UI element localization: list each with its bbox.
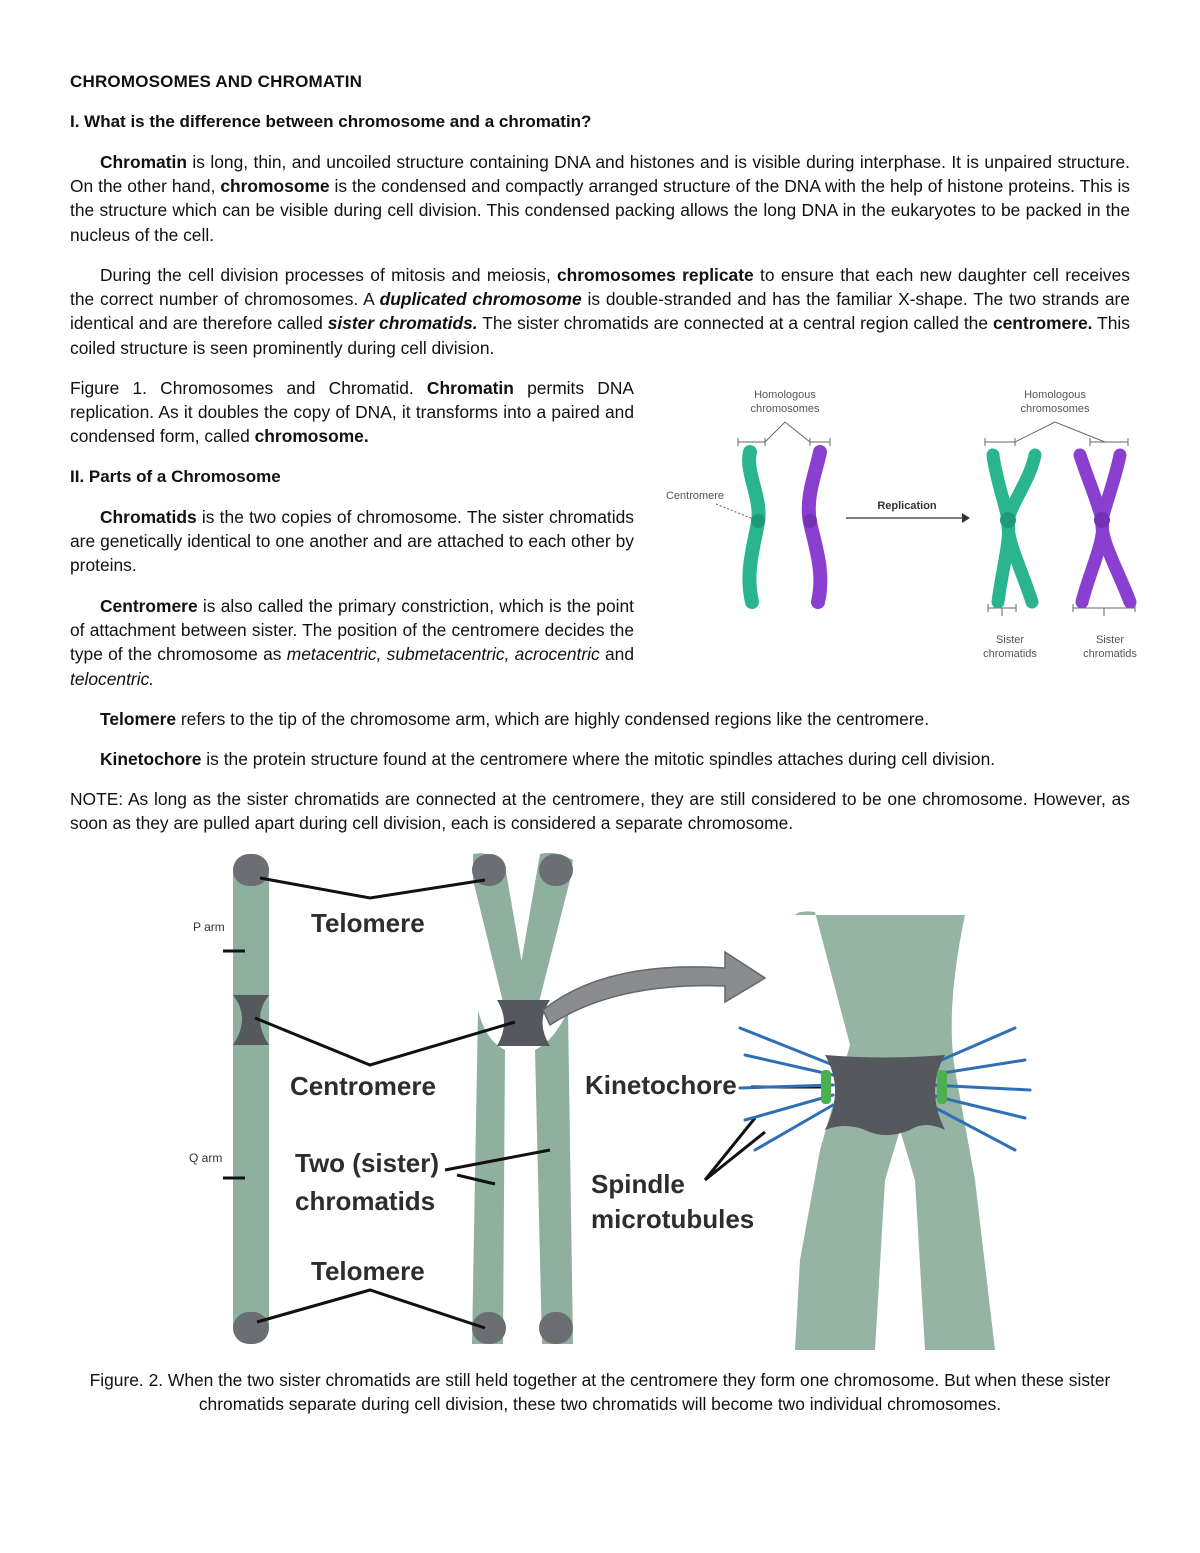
document-title: CHROMOSOMES AND CHROMATIN (70, 72, 363, 91)
fig2-two-sister-label-1: Two (sister) (295, 1148, 439, 1178)
fig1-purple-centromere (803, 514, 817, 528)
fig2-kinetochore-left (821, 1070, 831, 1104)
fig1-sister-label-left-1: Sister (995, 634, 1025, 646)
note-paragraph: NOTE: As long as the sister chromatids are connected at the centromere, they are still considered to be one chromosome. However, as soon as they are pulled apart during cell division, each is considered a separate chromosome. (70, 789, 1130, 834)
paragraph-chromatids: Chromatids is the two copies of chromosome. The sister chromatids are genetically identical to one another and are attached to each other by proteins. (70, 507, 634, 576)
fig1-brackets (716, 422, 1135, 616)
fig1-replication-label: Replication (877, 500, 937, 512)
fig1-homologous-label-left-1: Homologous (754, 389, 816, 401)
fig1-sister-label-left-2: chromatids (983, 648, 1037, 660)
fig2-x-chromosome (472, 853, 573, 1344)
fig2-telomere-top-label: Telomere (311, 908, 425, 938)
figure2-caption: Figure. 2. When the two sister chromatids are still held together at the centromere they form one chromosome. But when these sister chromatids separate during cell division, these two chromatids will become two individual chromosomes. (89, 1370, 1111, 1415)
fig1-sister-label-right-2: chromatids (1083, 648, 1137, 660)
paragraph-kinetochore: Kinetochore is the protein structure found at the centromere where the mitotic spindles attaches during cell division. (100, 749, 996, 769)
fig2-single-chromatid (233, 854, 269, 1344)
fig1-homologous-label-right-1: Homologous (1024, 389, 1086, 401)
figure2-chromosome-parts-diagram (185, 850, 1145, 1350)
term-centromere: centromere. (992, 313, 1093, 334)
fig1-sister-label-right-1: Sister (1095, 634, 1125, 646)
fig2-kinetochore-right (937, 1070, 947, 1104)
fig1-homologous-label-left-2: chromosomes (750, 403, 820, 415)
fig2-centromere-label: Centromere (290, 1071, 436, 1101)
fig2-p-arm-label: P arm (193, 920, 225, 934)
fig2-spindle-label-2: microtubules (591, 1204, 755, 1234)
paragraph-chromatin-vs-chromosome: Chromatin is long, thin, and uncoiled structure containing DNA and histones and is visible during interphase. It is unpaired structure. On the other hand, chromosome is the condensed and compactly arranged structure of the DNA with the help of histone proteins. This is the structure which can be visible during cell division. This condensed packing allows the long DNA in the eukaryotes to be packed in the nucleus of the cell. (70, 152, 1131, 245)
paragraph-centromere: Centromere is also called the primary constriction, which is the point of attachment between sister. The position of the centromere decides the type of the chromosome as metacentric, submetacentric, acrocentric and telocentric. (70, 596, 635, 689)
fig2-zoomed-centromere (740, 911, 1030, 1350)
fig2-zoom-arrow (543, 952, 765, 1025)
term-duplicated-chromosome: duplicated chromosome (379, 289, 582, 310)
fig1-purple-x-chromosome (1080, 455, 1130, 602)
fig1-centromere-label: Centromere (665, 490, 725, 502)
term-chromosomes-replicate: chromosomes replicate (556, 265, 754, 285)
figure1-caption: Figure 1. Chromosomes and Chromatid. Chromatin permits DNA replication. As it doubles the copy of DNA, it transforms into a paired and condensed form, called chromosome. (70, 378, 634, 447)
fig1-green-centromere (751, 514, 765, 528)
fig1-green-x-chromosome (993, 455, 1035, 602)
section-heading-parts: II. Parts of a Chromosome (70, 467, 281, 486)
fig2-telomere-bottom-label: Telomere (311, 1256, 425, 1286)
fig1-homologous-label-right-2: chromosomes (1020, 403, 1090, 415)
section-heading-difference: I. What is the difference between chromosome and a chromatin? (70, 112, 592, 131)
paragraph-telomere: Telomere refers to the tip of the chromosome arm, which are highly condensed regions like the centromere. (100, 709, 930, 729)
paragraph-replication: During the cell division processes of mitosis and meiosis, chromosomes replicate to ensure that each new daughter cell receives the correct number of chromosomes. A duplicated chromosome is double-stranded and has the familiar X-shape. The two strands are identical and are therefore called sister chromatids. The sister chromatids are connected at a central region called the centromere. This coiled structure is seen prominently during cell division. (70, 265, 1130, 358)
term-chromosome: chromosome (220, 176, 330, 197)
fig2-two-sister-label-2: chromatids (295, 1186, 436, 1216)
term-chromatin: Chromatin (100, 152, 187, 172)
fig2-q-arm-label: Q arm (189, 1151, 223, 1165)
fig2-kinetochore-label: Kinetochore (585, 1070, 737, 1100)
fig2-spindle-label-1: Spindle (591, 1169, 685, 1199)
term-sister-chromatids: sister chromatids. (327, 313, 478, 334)
figure1-replication-diagram (650, 380, 1150, 670)
